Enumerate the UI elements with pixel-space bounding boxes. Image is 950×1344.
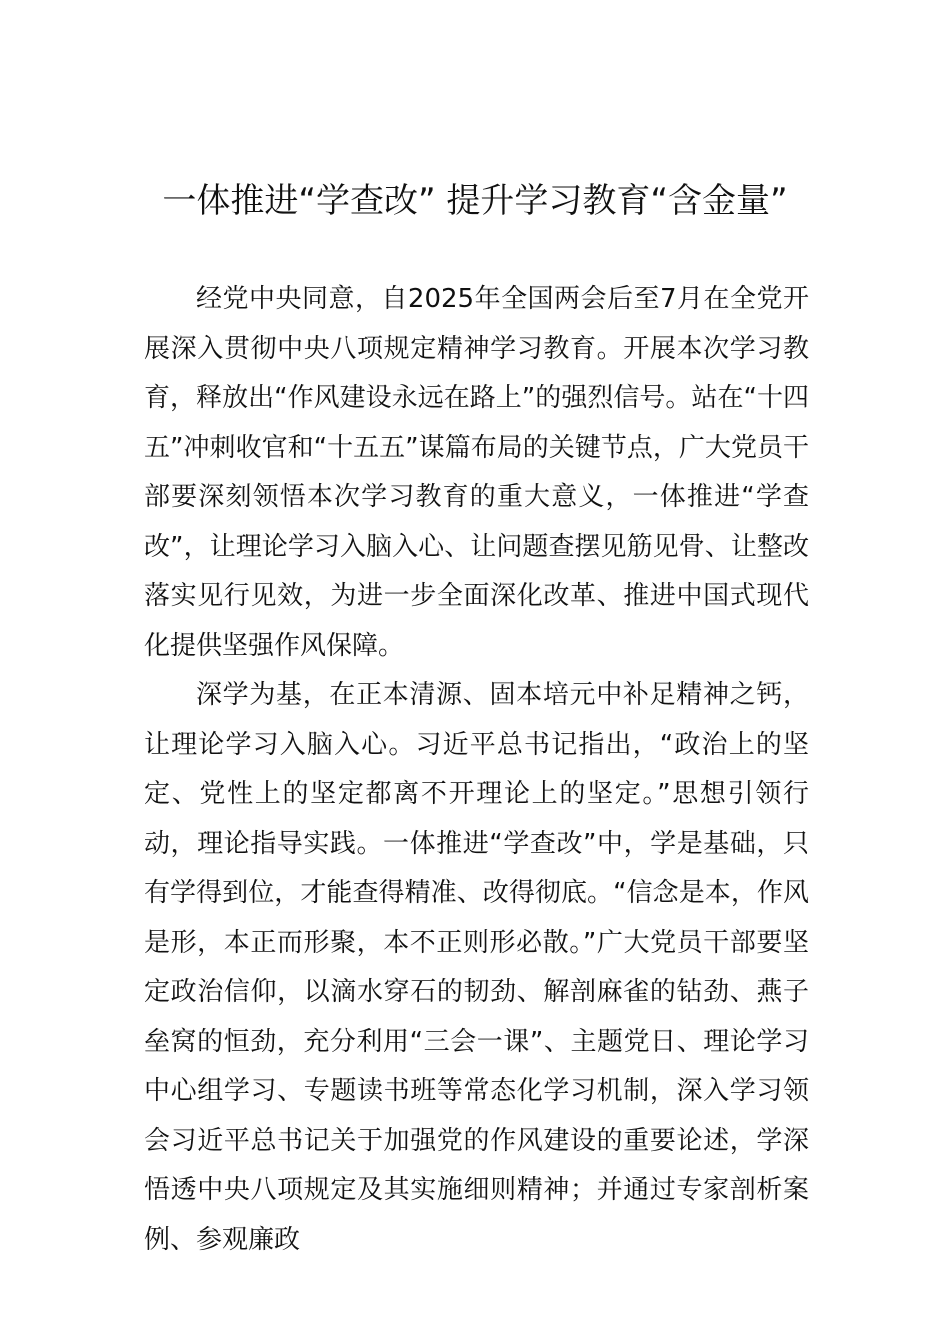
article-body [144, 275, 809, 1265]
paragraph-2: 深学为基，在正本清源、固本培元中补足精神之钙，让理论学习入脑入心。习近平总书记指出，“政治上的坚定、党性上的坚定都离不开理论上的坚定。”思想引领行动，理论指导实践。一体推进“学查改”中，学是基础，只有学得到位，才能查得精准、改得彻底。“信念是本，作风是形，本正而形聚，本不正则形必散。”广大党员干部要坚定政治信仰，以滴水穿石的韧劲、解剖麻雀的钻劲、燕子垒窝的恒劲，充分利用“三会一课”、主题党日、理论学习中心组学习、专题读书班等常态化学习机制，深入学习领会习近平总书记关于加强党的作风建设的重要论述，学深悟透中央八项规定及其实施细则精神；并通过专家剖析案例、参观廉政 [144, 680, 809, 1255]
article-title: 一体推进“学查改” 提升学习教育“含金量” [162, 181, 788, 221]
paragraph-1: 经党中央同意，自2025年全国两会后至7月在全党开展深入贯彻中央八项规定精神学习教育。开展本次学习教育，释放出“作风建设永远在路上”的强烈信号。站在“十四五”冲刺收官和“十五五”谋篇布局的关键节点，广大党员干部要深刻领悟本次学习教育的重大意义，一体推进“学查改”，让理论学习入脑入心、让问题查摆见筋见骨、让整改落实见行见效，为进一步全面深化改革、推进中国式现代化提供坚强作风保障。 [144, 284, 809, 661]
